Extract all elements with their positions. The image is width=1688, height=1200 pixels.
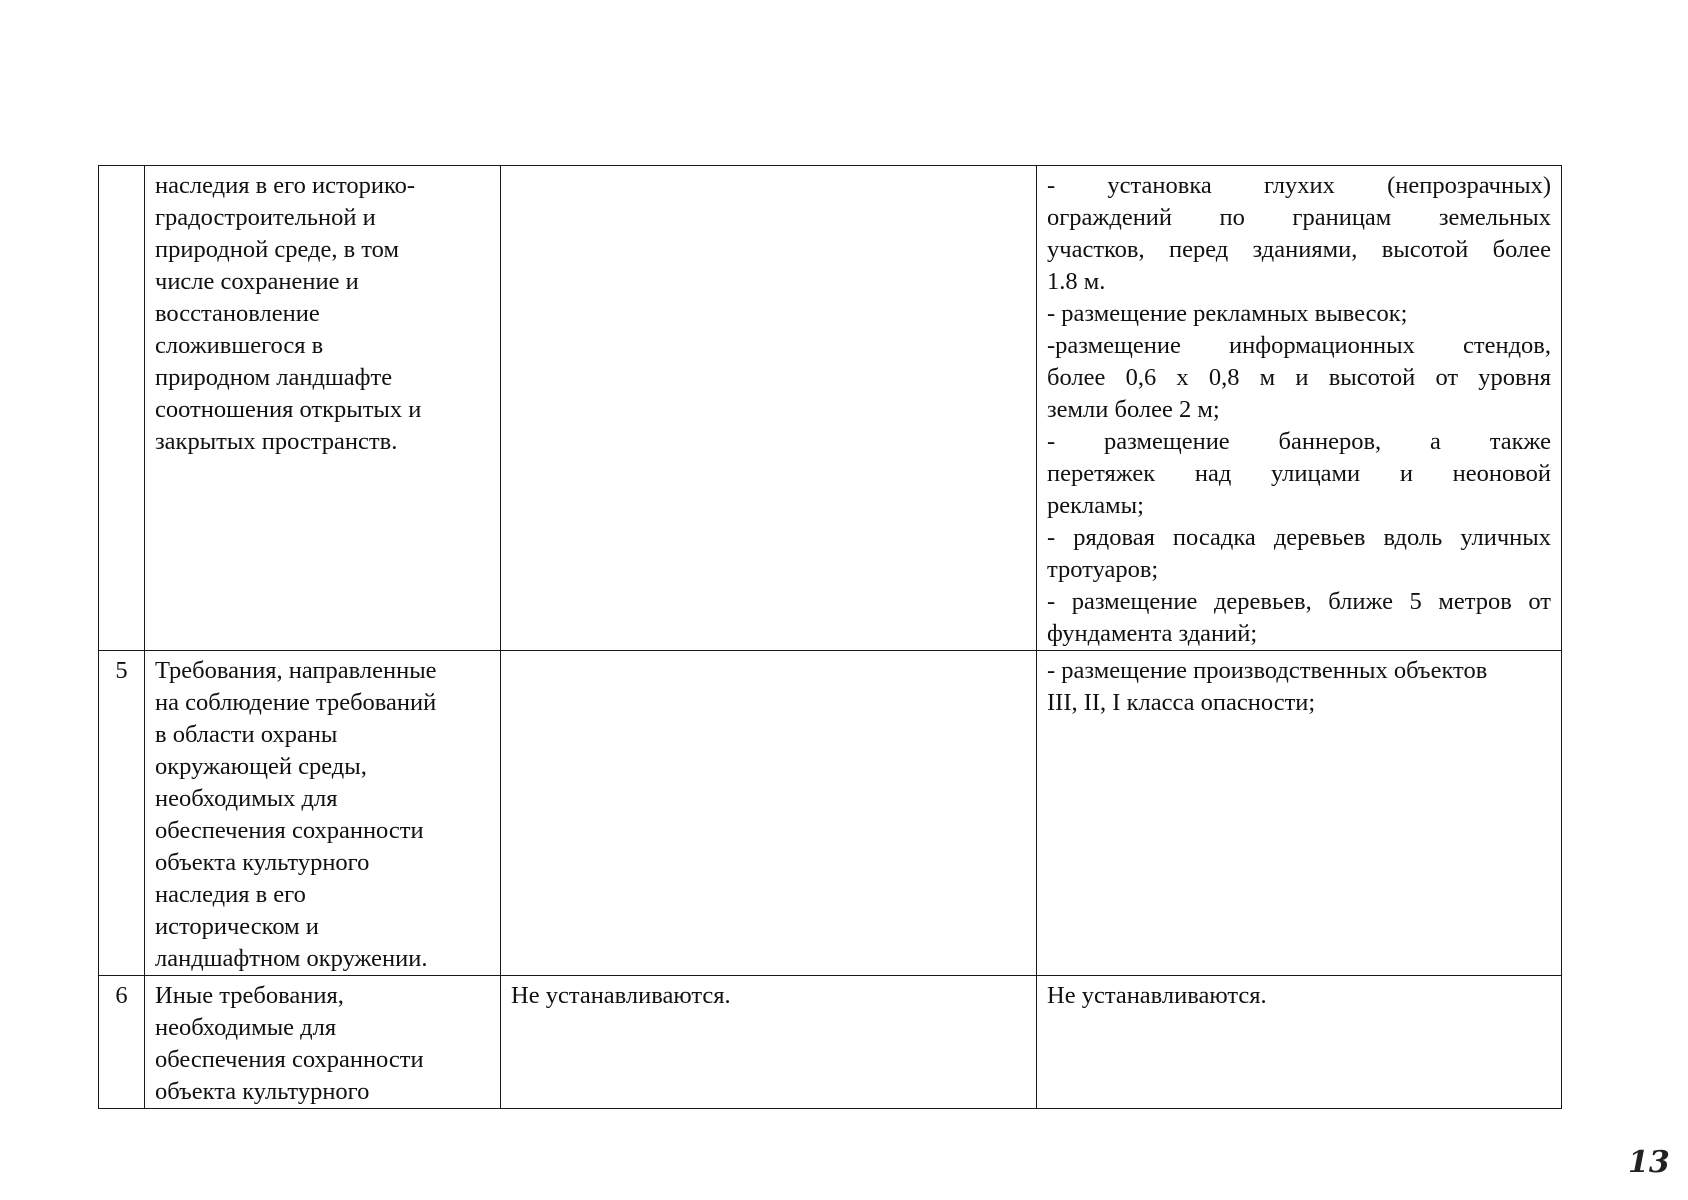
text-line: на соблюдение требований <box>155 689 437 716</box>
text-line: Иные требования, <box>155 982 344 1009</box>
text-line: соотношения открытых и <box>155 396 422 423</box>
requirement-cell <box>145 976 501 1109</box>
row-number: 6 <box>99 976 145 1109</box>
restriction-cell <box>1037 976 1562 1109</box>
text-line: в области охраны <box>155 721 338 748</box>
text-line: более 0,6 х 0,8 м и высотой от уровня <box>1047 364 1551 391</box>
value-cell: Не устанавливаются. <box>501 976 1037 1109</box>
text-line: наследия в его историко- <box>155 172 416 199</box>
text-line: обеспечения сохранности <box>155 817 424 844</box>
table-row <box>99 651 1562 976</box>
text-line: тротуаров; <box>1047 556 1159 583</box>
table-row <box>99 976 1562 1109</box>
text-line: градостроительной и <box>155 204 376 231</box>
text-line: окружающей среды, <box>155 753 367 780</box>
text-line: 1.8 м. <box>1047 268 1106 295</box>
text-line: - размещение производственных объектов <box>1047 657 1488 684</box>
text-line: участков, перед зданиями, высотой более <box>1047 236 1551 263</box>
restriction-cell <box>1037 651 1562 976</box>
text-line: рекламы; <box>1047 492 1144 519</box>
text-line: объекта культурного <box>155 1078 370 1105</box>
text-line: ландшафтном окружении. <box>155 945 428 972</box>
text-line: земли более 2 м; <box>1047 396 1220 423</box>
value-cell <box>501 651 1037 976</box>
text-line: необходимые для <box>155 1014 337 1041</box>
text-line: наследия в его <box>155 881 306 908</box>
requirement-cell <box>145 651 501 976</box>
text-line: закрытых пространств. <box>155 428 398 455</box>
row-number: 5 <box>99 651 145 976</box>
page-number: 13 <box>1628 1145 1670 1180</box>
text-line: природном ландшафте <box>155 364 393 391</box>
text-line: сложившегося в <box>155 332 324 359</box>
text-line: ограждений по границам земельных <box>1047 204 1551 231</box>
text-line: Требования, направленные <box>155 657 437 684</box>
text-line: перетяжек над улицами и неоновой <box>1047 460 1551 487</box>
text-line: обеспечения сохранности <box>155 1046 424 1073</box>
text-line: числе сохранение и <box>155 268 359 295</box>
text-line: - размещение деревьев, ближе 5 метров от <box>1047 588 1551 615</box>
row-number <box>99 166 145 651</box>
text-line: - размещение рекламных вывесок; <box>1047 300 1408 327</box>
text-line: фундамента зданий; <box>1047 620 1258 647</box>
text-line: природной среде, в том <box>155 236 399 263</box>
text-line: - размещение баннеров, а также <box>1047 428 1551 455</box>
text-line: -размещение информационных стендов, <box>1047 332 1551 359</box>
text-line: - установка глухих (непрозрачных) <box>1047 172 1551 199</box>
text-line: восстановление <box>155 300 320 327</box>
restriction-cell <box>1037 166 1562 651</box>
requirements-table <box>98 165 1562 1109</box>
text-line: Не устанавливаются. <box>1047 982 1267 1009</box>
value-cell <box>501 166 1037 651</box>
text-line: объекта культурного <box>155 849 370 876</box>
table-row <box>99 166 1562 651</box>
text-line: - рядовая посадка деревьев вдоль уличных <box>1047 524 1551 551</box>
text-line: историческом и <box>155 913 319 940</box>
text-line: III, II, I класса опасности; <box>1047 689 1316 716</box>
text-line: необходимых для <box>155 785 338 812</box>
requirement-cell <box>145 166 501 651</box>
